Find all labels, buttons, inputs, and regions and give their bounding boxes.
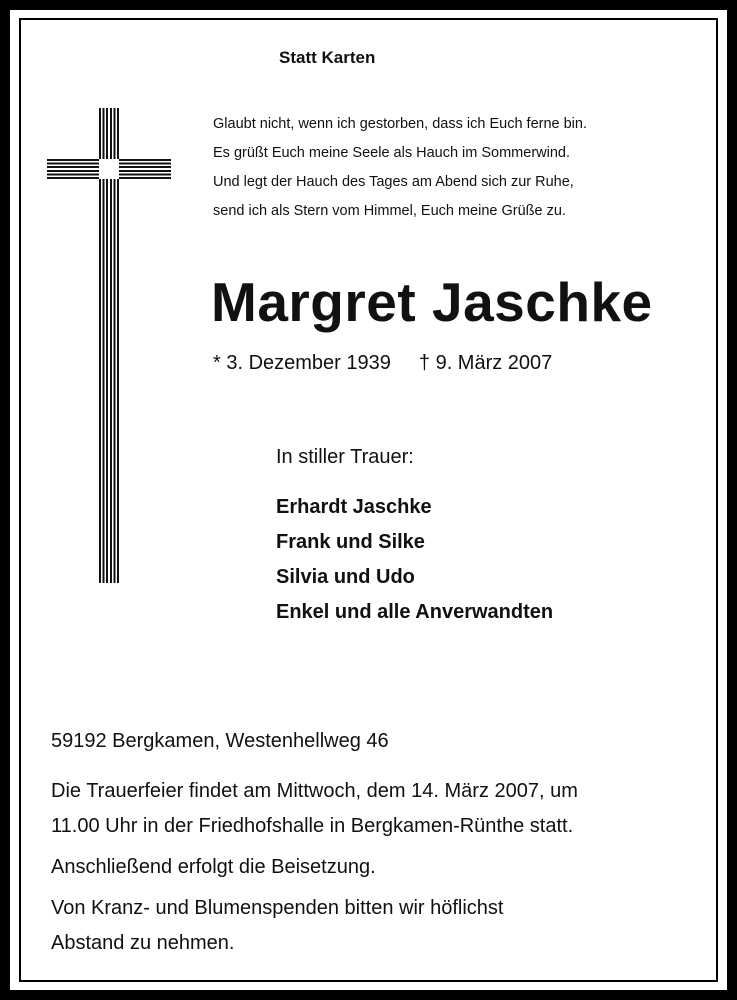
- burial-text: Anschließend erfolgt die Beisetzung.: [51, 856, 376, 878]
- cross-icon: [47, 108, 171, 583]
- deceased-name: Margret Jaschke: [211, 271, 653, 333]
- address: 59192 Bergkamen, Westenhellweg 46: [51, 730, 389, 752]
- poem-line: send ich als Stern vom Himmel, Euch meine Grüße zu.: [213, 203, 566, 219]
- flowers-line: Von Kranz- und Blumenspenden bitten wir höflichst: [51, 897, 504, 919]
- poem-line: Es grüßt Euch meine Seele als Hauch im Sommerwind.: [213, 145, 571, 161]
- death-date: † 9. März 2007: [418, 352, 553, 374]
- life-dates: [213, 352, 552, 375]
- header-title: Statt Karten: [279, 48, 376, 67]
- poem-line: Und legt der Hauch des Tages am Abend sich zur Ruhe,: [213, 174, 574, 190]
- poem-line: Glaubt nicht, wenn ich gestorben, dass ich Euch ferne bin.: [213, 116, 587, 132]
- obituary-card: [10, 10, 727, 990]
- flowers-text: [51, 891, 578, 961]
- poem: [213, 110, 587, 226]
- mourner-name: Enkel und alle Anverwandten: [276, 601, 554, 623]
- mourners-list: [276, 490, 553, 630]
- mourner-name: Frank und Silke: [276, 531, 425, 553]
- mourner-name: Erhardt Jaschke: [276, 496, 432, 518]
- ceremony-line: Die Trauerfeier findet am Mittwoch, dem 14. März 2007, um: [51, 780, 578, 802]
- mourning-intro: In stiller Trauer:: [276, 446, 414, 468]
- flowers-line: Abstand zu nehmen.: [51, 932, 235, 954]
- ceremony-text: [51, 774, 578, 844]
- birth-date: * 3. Dezember 1939: [213, 352, 391, 374]
- mourner-name: Silvia und Udo: [276, 566, 415, 588]
- ceremony-info: [51, 774, 578, 961]
- obituary-frame: [19, 18, 718, 982]
- ceremony-line: 11.00 Uhr in der Friedhofshalle in Bergkamen-Rünthe statt.: [51, 815, 574, 837]
